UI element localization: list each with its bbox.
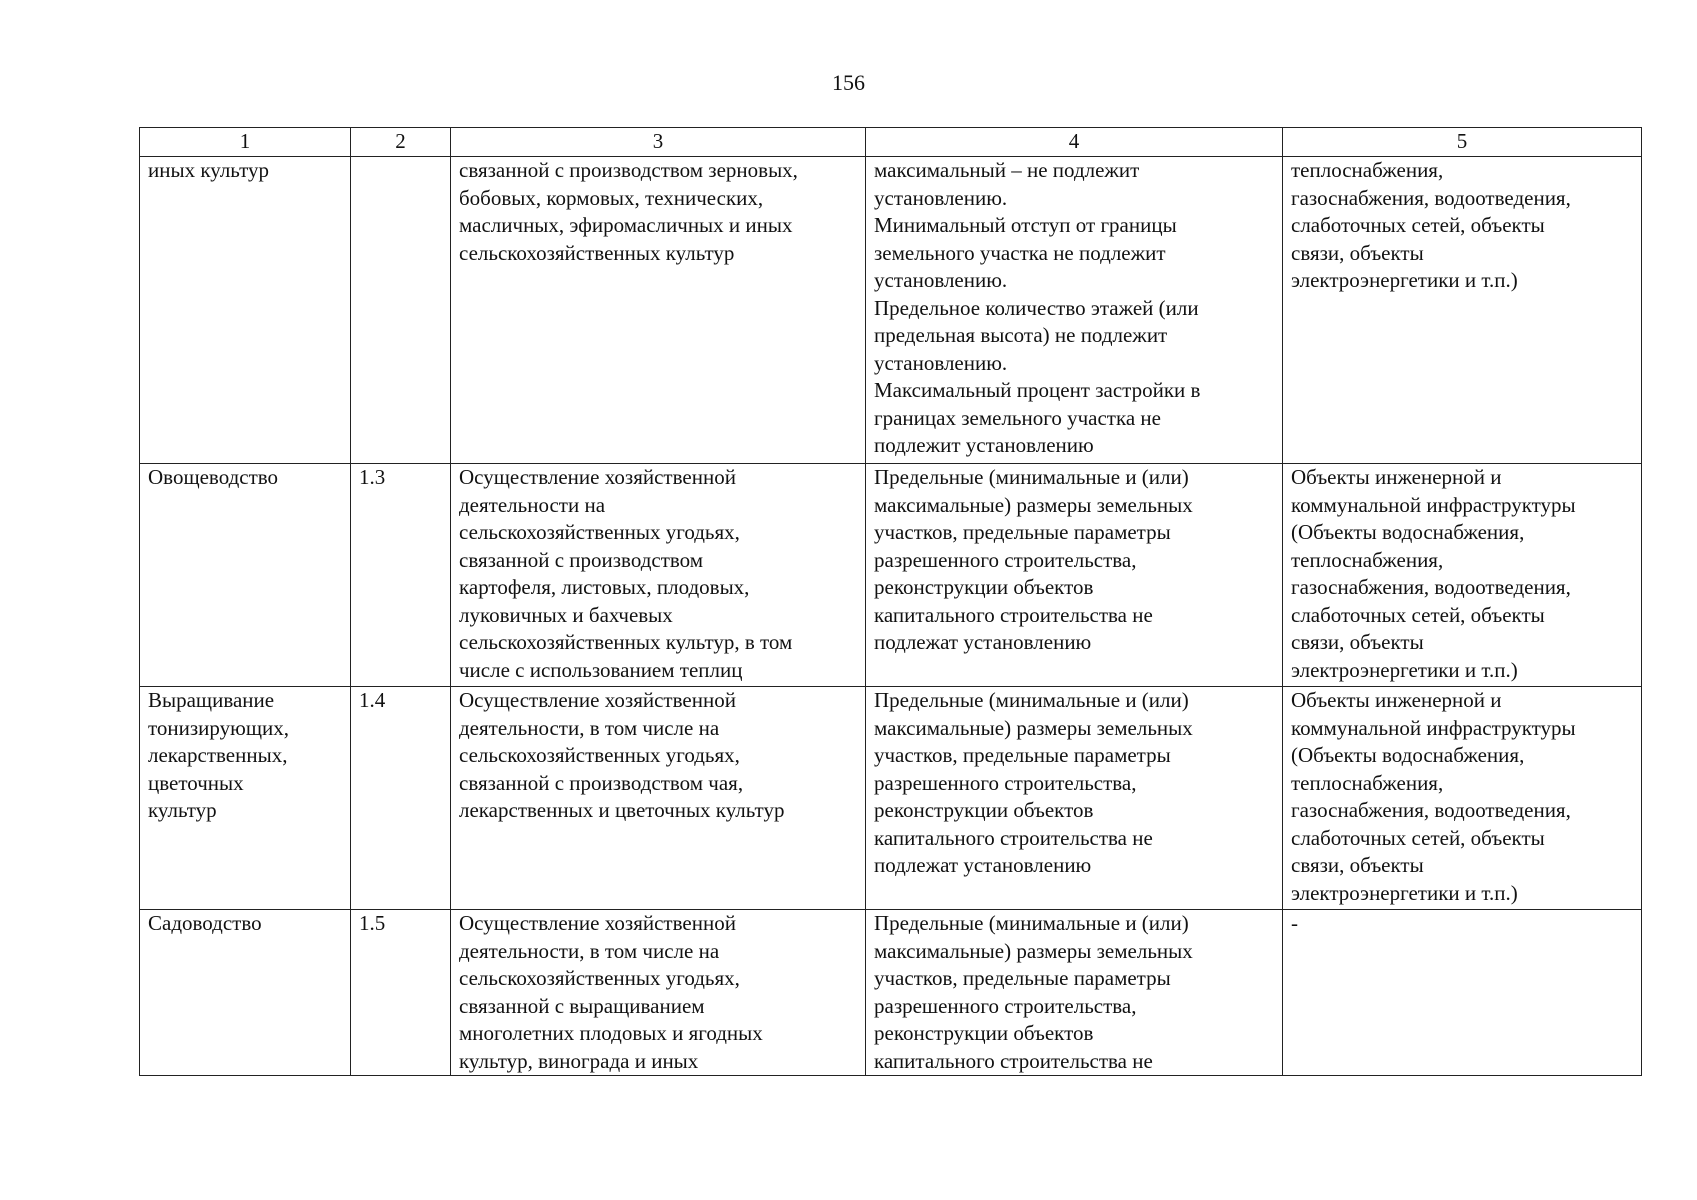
cell-use-description: Осуществление хозяйственной деятельности, в том числе на сельскохозяйственных угодьях, связанной с выращиванием многолетних плодовых и ягодных культур, винограда и иных [451, 910, 866, 1076]
cell-infrastructure-objects: - [1283, 910, 1642, 1076]
column-header-5: 5 [1283, 128, 1642, 157]
table-row [140, 464, 1642, 687]
table-header-row [140, 128, 1642, 157]
cell-use-description: Осуществление хозяйственной деятельности, в том числе на сельскохозяйственных угодьях, связанной с производством чая, лекарственных и цветочных культур [451, 687, 866, 910]
cell-use-name: иных культур [140, 157, 351, 464]
cell-use-description: Осуществление хозяйственной деятельности на сельскохозяйственных угодьях, связанной с производством картофеля, листовых, плодовых, луковичных и бахчевых сельскохозяйственных культур, в том числе с использованием теплиц [451, 464, 866, 687]
column-header-1: 1 [140, 128, 351, 157]
cell-construction-parameters: Предельные (минимальные и (или) максимальные) размеры земельных участков, предельные параметры разрешенного строительства, реконструкции объектов капитального строительства не подлежат установлению [866, 464, 1283, 687]
cell-use-code: 1.5 [351, 910, 451, 1076]
table-row [140, 910, 1642, 1076]
cell-infrastructure-objects: теплоснабжения, газоснабжения, водоотведения, слаботочных сетей, объекты связи, объекты электроэнергетики и т.п.) [1283, 157, 1642, 464]
cell-use-name: Садоводство [140, 910, 351, 1076]
column-header-3: 3 [451, 128, 866, 157]
page-number: 156 [832, 70, 865, 95]
table-row [140, 157, 1642, 464]
cell-use-name: Овощеводство [140, 464, 351, 687]
cell-use-code: 1.4 [351, 687, 451, 910]
cell-use-code [351, 157, 451, 464]
cell-infrastructure-objects: Объекты инженерной и коммунальной инфраструктуры (Объекты водоснабжения, теплоснабжения, газоснабжения, водоотведения, слаботочных сетей, объекты связи, объекты электроэнергетики и т.п.) [1283, 464, 1642, 687]
column-header-4: 4 [866, 128, 1283, 157]
cell-infrastructure-objects: Объекты инженерной и коммунальной инфраструктуры (Объекты водоснабжения, теплоснабжения, газоснабжения, водоотведения, слаботочных сетей, объекты связи, объекты электроэнергетики и т.п.) [1283, 687, 1642, 910]
cell-use-name: Выращивание тонизирующих, лекарственных, цветочных культур [140, 687, 351, 910]
land-use-table [139, 127, 1642, 1076]
cell-construction-parameters: Предельные (минимальные и (или) максимальные) размеры земельных участков, предельные параметры разрешенного строительства, реконструкции объектов капитального строительства не [866, 910, 1283, 1076]
cell-use-description: связанной с производством зерновых, бобовых, кормовых, технических, масличных, эфиромасличных и иных сельскохозяйственных культур [451, 157, 866, 464]
column-header-2: 2 [351, 128, 451, 157]
cell-use-code: 1.3 [351, 464, 451, 687]
table-row [140, 687, 1642, 910]
cell-construction-parameters: Предельные (минимальные и (или) максимальные) размеры земельных участков, предельные параметры разрешенного строительства, реконструкции объектов капитального строительства не подлежат установлению [866, 687, 1283, 910]
cell-construction-parameters: максимальный – не подлежит установлению. Минимальный отступ от границы земельного участка не подлежит установлению. Предельное количество этажей (или предельная высота) не подлежит установлению. Максимальный процент застройки в границах земельного участка не подлежит установлению [866, 157, 1283, 464]
